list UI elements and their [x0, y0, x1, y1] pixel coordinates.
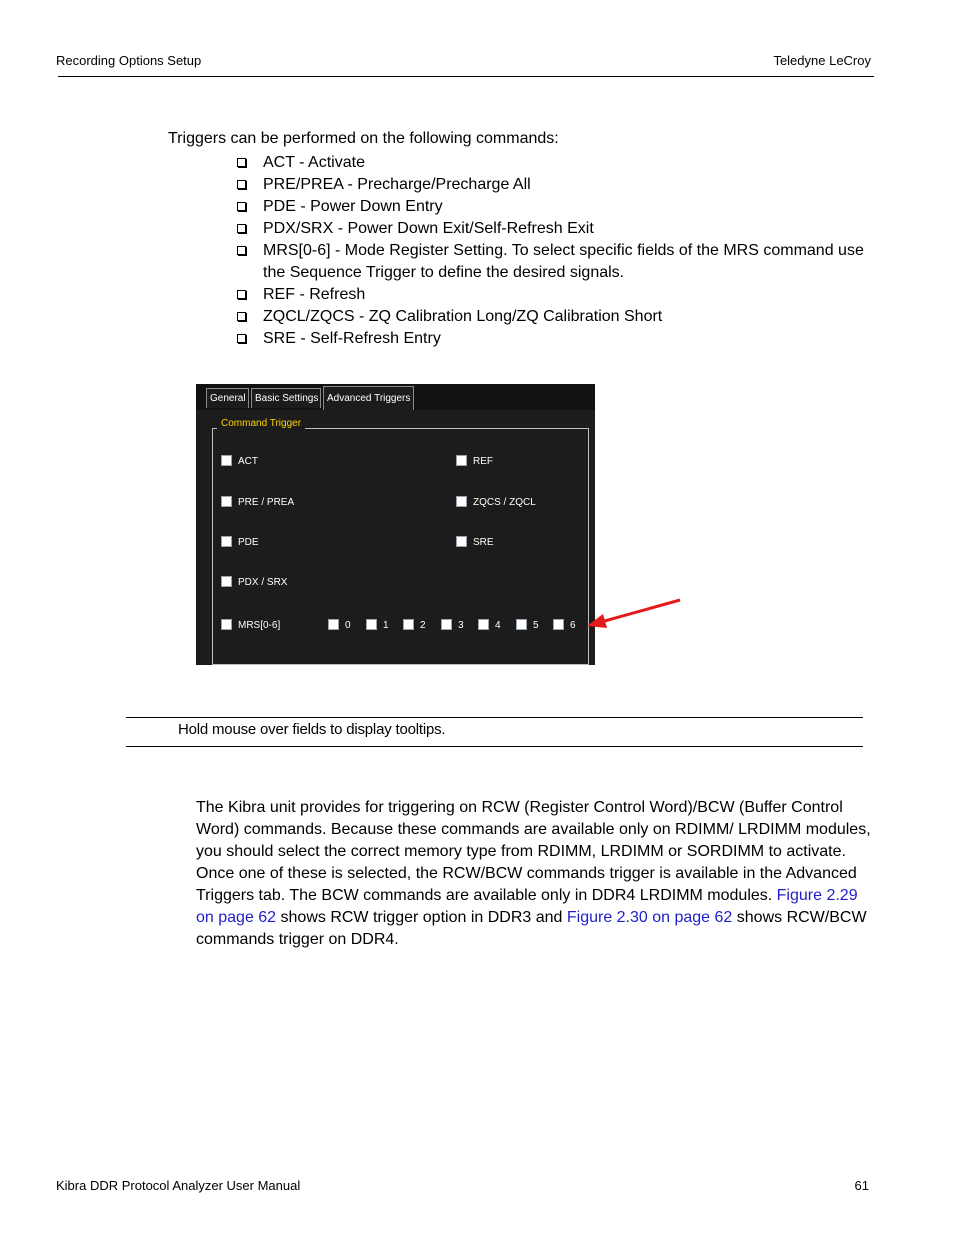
note-bottom-rule [126, 746, 863, 747]
checkbox-bullet-icon [237, 246, 246, 255]
checkbox-bullet-icon [237, 290, 246, 299]
mrs-field-2-checkbox[interactable]: 2 [403, 619, 426, 632]
header-rule [58, 76, 874, 77]
list-item: PDX/SRX - Power Down Exit/Self-Refresh Exit [237, 218, 877, 240]
checkbox-icon [553, 619, 564, 630]
list-item: ZQCL/ZQCS - ZQ Calibration Long/ZQ Calibration Short [237, 306, 877, 328]
mrs-field-0-checkbox[interactable]: 0 [328, 619, 351, 632]
note-top-rule [126, 717, 863, 718]
intro-text: Triggers can be performed on the following commands: [168, 130, 559, 147]
list-item: SRE - Self-Refresh Entry [237, 328, 877, 350]
rcw-bcw-paragraph: The Kibra unit provides for triggering on RCW (Register Control Word)/BCW (Buffer Control Word) commands. Because these commands are available only on RDIMM/ LRDIMM modules, you should select the correct memory type from RDIMM, LRDIMM or SORDIMM to activate. Once one of these is selected, the RCW/BCW commands trigger is available in the Advanced Triggers tab. The BCW commands are available only in DDR4 LRDIMM modules. Figure 2.29 on page 62 shows RCW trigger option in DDR3 and Figure 2.30 on page 62 shows RCW/BCW commands trigger on DDR4. [196, 799, 871, 948]
checkbox-icon [221, 576, 232, 587]
checkbox-bullet-icon [237, 202, 246, 211]
list-item: MRS[0-6] - Mode Register Setting. To select specific fields of the MRS command use the Sequence Trigger to define the desired signals. [237, 240, 877, 284]
mrs-checkbox[interactable]: MRS[0-6] [221, 619, 280, 632]
figure-2-30-link[interactable]: Figure 2.30 on page 62 [566, 909, 733, 926]
mrs-field-1-checkbox[interactable]: 1 [366, 619, 389, 632]
header-section-title: Recording Options Setup [56, 53, 202, 68]
list-item: PRE/PREA - Precharge/Precharge All [237, 174, 877, 196]
checkbox-bullet-icon [237, 312, 246, 321]
act-checkbox[interactable]: ACT [221, 455, 258, 468]
checkbox-bullet-icon [237, 180, 246, 189]
checkbox-icon [221, 619, 232, 630]
header-company: Teledyne LeCroy [773, 53, 871, 68]
sre-checkbox[interactable]: SRE [456, 536, 494, 549]
list-item: PDE - Power Down Entry [237, 196, 877, 218]
checkbox-icon [441, 619, 452, 630]
zqcs-zqcl-checkbox[interactable]: ZQCS / ZQCL [456, 496, 536, 509]
checkbox-bullet-icon [237, 334, 246, 343]
checkbox-icon [221, 536, 232, 547]
ref-checkbox[interactable]: REF [456, 455, 493, 468]
checkbox-icon [221, 455, 232, 466]
checkbox-icon [516, 619, 527, 630]
checkbox-bullet-icon [237, 224, 246, 233]
tab-advanced-triggers[interactable]: Advanced Triggers [323, 386, 414, 410]
checkbox-icon [456, 496, 467, 507]
mrs-field-5-checkbox[interactable]: 5 [516, 619, 539, 632]
tab-general[interactable]: General [206, 388, 249, 408]
mrs-field-3-checkbox[interactable]: 3 [441, 619, 464, 632]
page-number: 61 [854, 1178, 869, 1193]
checkbox-icon [456, 536, 467, 547]
list-item: ACT - Activate [237, 152, 877, 174]
list-item: REF - Refresh [237, 284, 877, 306]
checkbox-bullet-icon [237, 158, 246, 167]
checkbox-icon [221, 496, 232, 507]
command-list [237, 152, 877, 350]
checkbox-icon [478, 619, 489, 630]
checkbox-icon [456, 455, 467, 466]
note-text: Hold mouse over fields to display tooltips. [178, 721, 446, 738]
checkbox-icon [403, 619, 414, 630]
mrs-field-6-checkbox[interactable]: 6 [553, 619, 576, 632]
pre-prea-checkbox[interactable]: PRE / PREA [221, 496, 294, 509]
tab-basic-settings[interactable]: Basic Settings [251, 388, 321, 408]
mrs-field-4-checkbox[interactable]: 4 [478, 619, 501, 632]
command-trigger-title: Command Trigger [217, 418, 305, 429]
checkbox-icon [328, 619, 339, 630]
advanced-triggers-screenshot [196, 384, 595, 665]
footer-manual-title: Kibra DDR Protocol Analyzer User Manual [56, 1178, 301, 1193]
pdx-srx-checkbox[interactable]: PDX / SRX [221, 576, 287, 589]
pde-checkbox[interactable]: PDE [221, 536, 259, 549]
figure-2-29-link[interactable]: Figure 2.29 on page 62 [196, 887, 858, 926]
tab-bar [196, 384, 595, 410]
checkbox-icon [366, 619, 377, 630]
red-arrow-icon [585, 596, 685, 632]
